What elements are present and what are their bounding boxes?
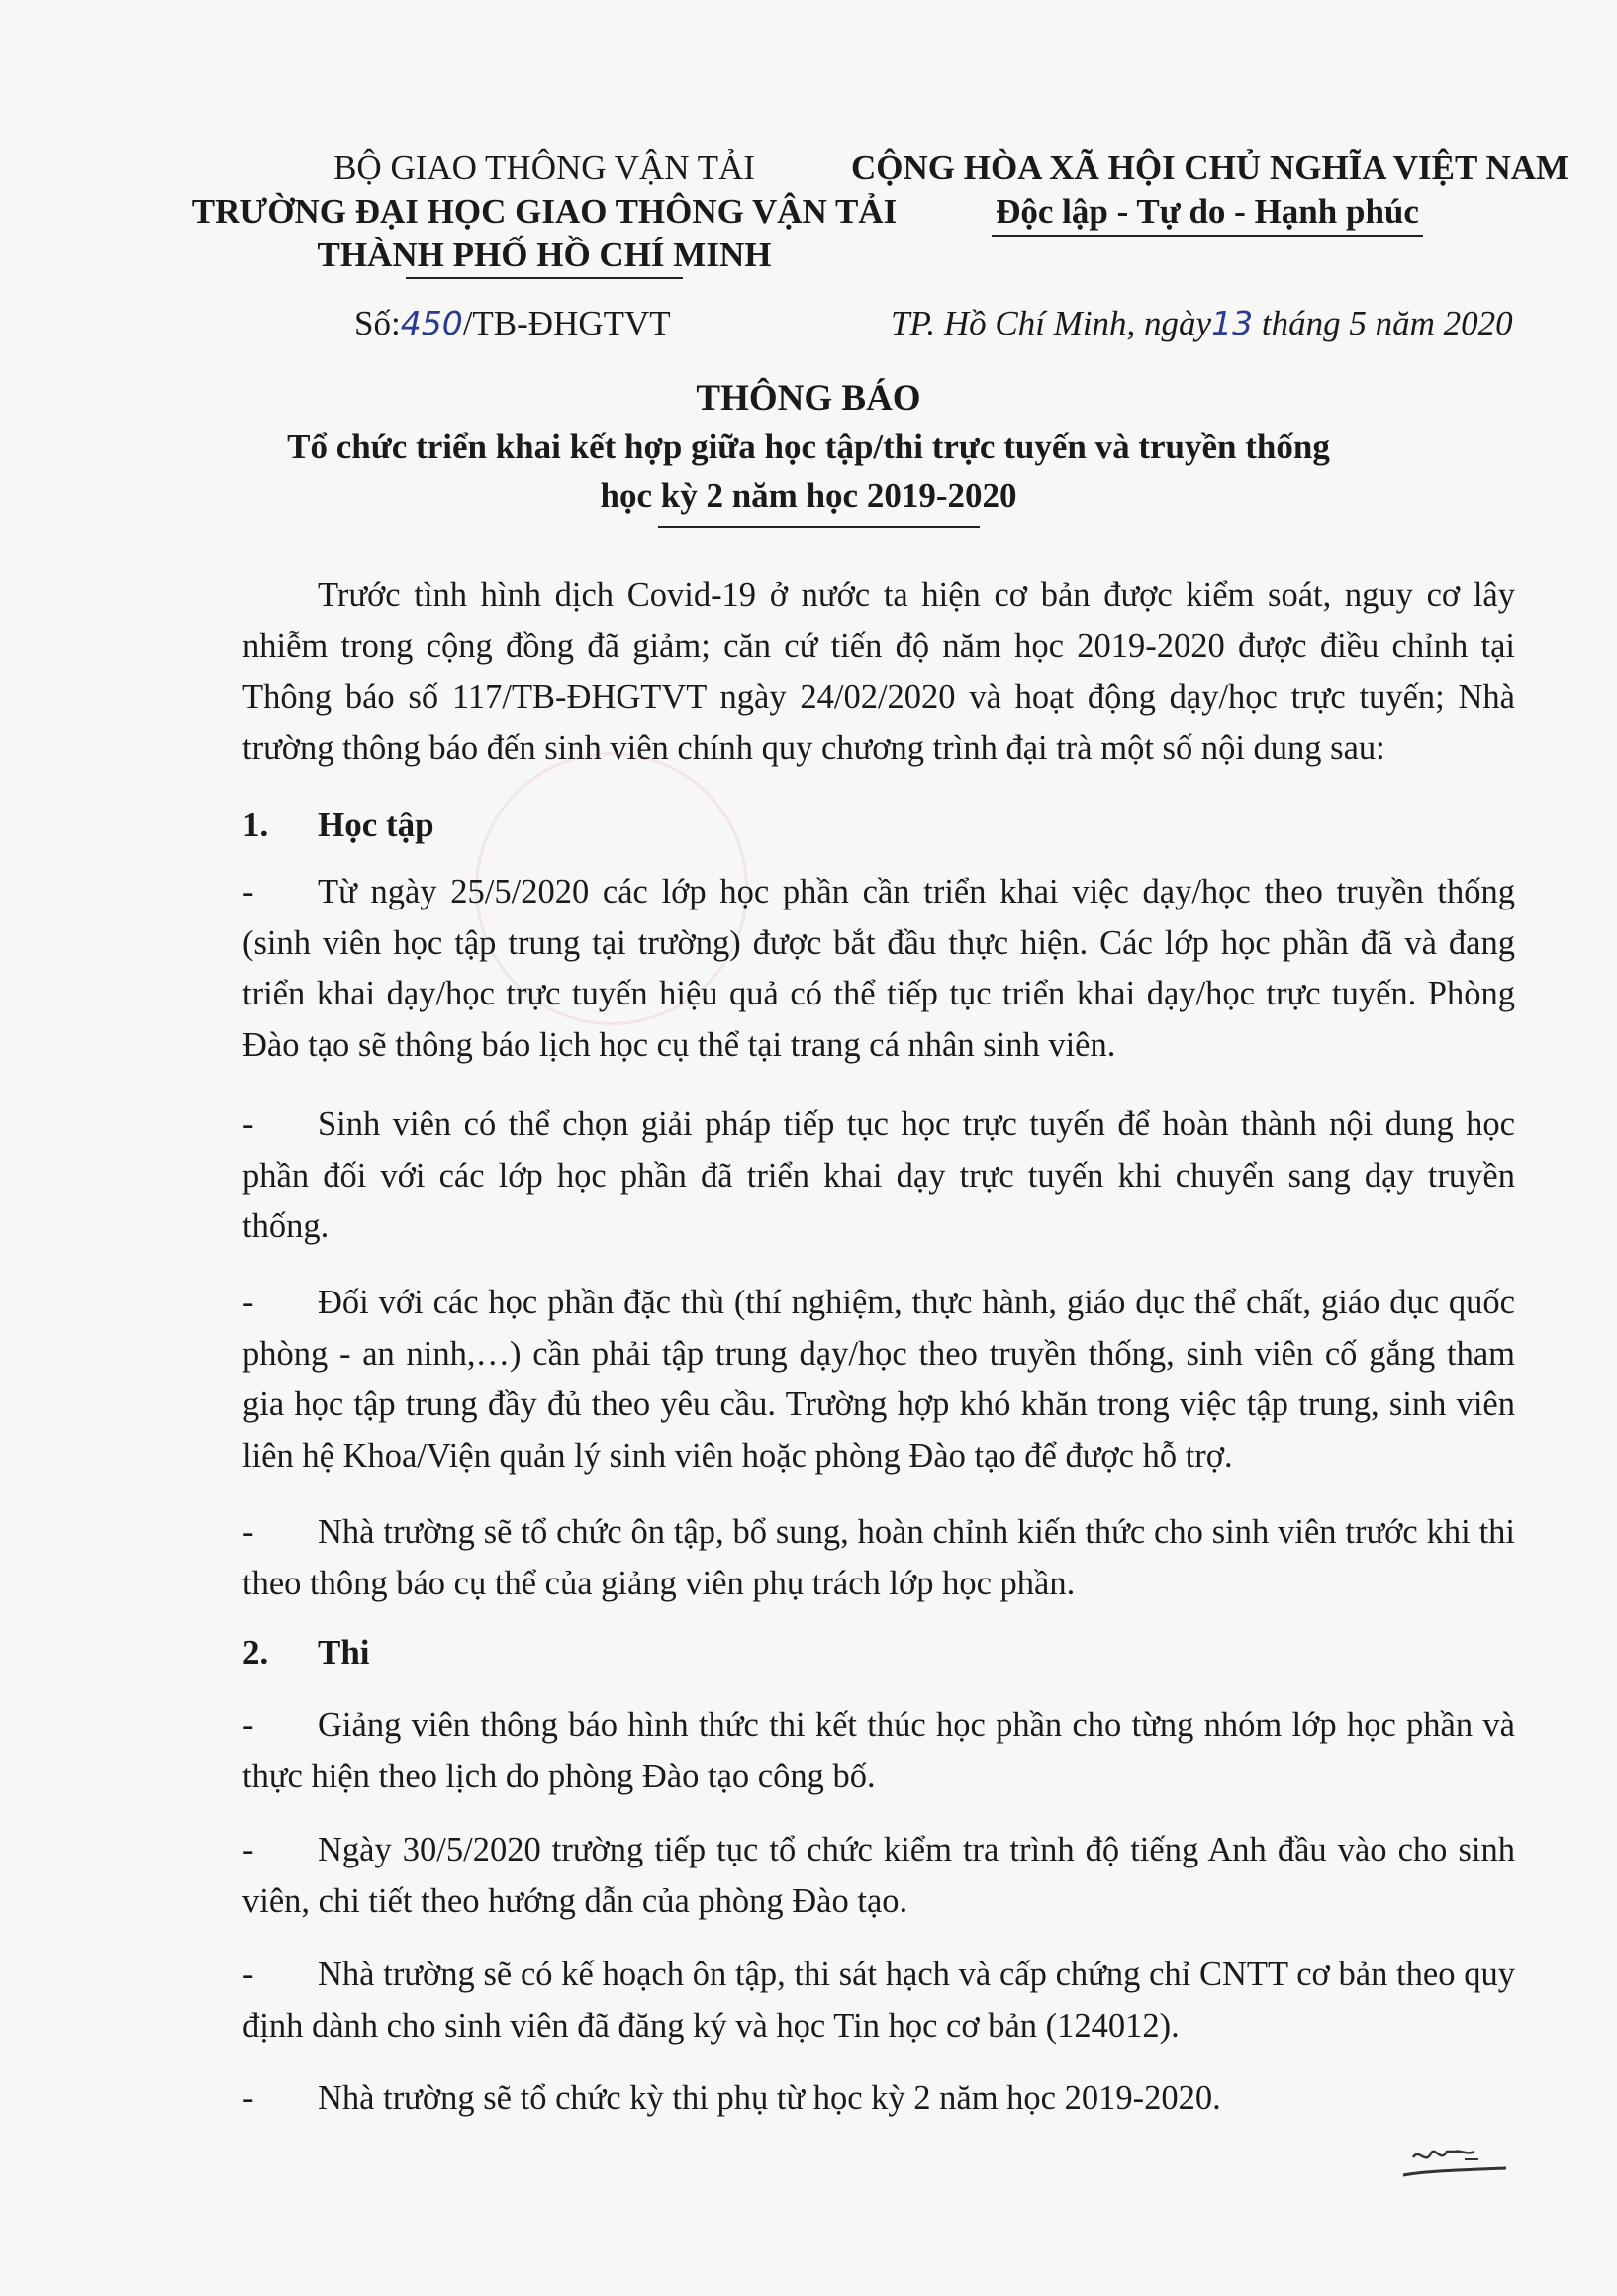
list-item: - Nhà trường sẽ tổ chức ôn tập, bổ sung, hoàn chỉnh kiến thức cho sinh viên trước khi thi theo thông báo cụ thể của giảng viên phụ trách lớp học phần. [242,1513,1515,1602]
issuer-underline [406,277,683,279]
list-item: - Sinh viên có thể chọn giải pháp tiếp tục học trực tuyến để hoàn thành nội dung học phần đối với các lớp học phần đã triển khai dạy trực tuyến khi chuyển sang dạy truyền thống. [242,1105,1515,1245]
title-underline [658,526,980,528]
list-item: - Đối với các học phần đặc thù (thí nghiệm, thực hành, giáo dục thể chất, giáo dục quốc phòng - an ninh,…) cần phải tập trung dạy/học theo truyền thống, sinh viên cố gắng tham gia học tập trung đầy đủ theo yêu cầu. Trường hợp khó khăn trong việc tập trung, sinh viên liên hệ Khoa/Viện quản lý sinh viên hoặc phòng Đào tạo để được hỗ trợ. [242,1284,1515,1475]
handwritten-number: 450 [400,304,463,342]
national-motto: Độc lập - Tự do - Hạnh phúc [996,192,1419,231]
national-block [851,146,1569,234]
document-subtitle-line1: Tổ chức triển khai kết hợp giữa học tập/thi trực tuyến và truyền thống [287,428,1330,466]
ministry-name: BỘ GIAO THÔNG VẬN TẢI [333,148,755,187]
issuer-block [168,146,920,277]
motto-underline [992,235,1423,237]
document-date: TP. Hồ Chí Minh, ngày13 tháng 5 năm 2020 [891,304,1513,342]
list-item: - Ngày 30/5/2020 trường tiếp tục tổ chức kiểm tra trình độ tiếng Anh đầu vào cho sinh viên, chi tiết theo hướng dẫn của phòng Đào tạo. [242,1831,1515,1920]
initials-signature-icon [1395,2138,1514,2187]
list-item: - Giảng viên thông báo hình thức thi kết thúc học phần cho từng nhóm lớp học phần và thực hiện theo lịch do phòng Đào tạo công bố. [242,1706,1515,1795]
section-heading-1: 1. Học tập [242,806,434,844]
country-name: CỘNG HÒA XÃ HỘI CHỦ NGHĨA VIỆT NAM [851,148,1569,187]
intro-paragraph: Trước tình hình dịch Covid-19 ở nước ta hiện cơ bản được kiểm soát, nguy cơ lây nhiễm trong cộng đồng đã giảm; căn cứ tiến độ năm học 2019-2020 được điều chỉnh tại Thông báo số 117/TB-ĐHGTVT ngày 24/02/2020 và hoạt động dạy/học trực tuyến; Nhà trường thông báo đến sinh viên chính quy chương trình đại trà một số nội dung sau: [242,576,1515,767]
list-item: - Nhà trường sẽ có kế hoạch ôn tập, thi sát hạch và cấp chứng chỉ CNTT cơ bản theo quy định dành cho sinh viên đã đăng ký và học Tin học cơ bản (124012). [242,1956,1515,2045]
list-item: - Nhà trường sẽ tổ chức kỳ thi phụ từ học kỳ 2 năm học 2019-2020. [242,2079,1221,2117]
section-heading-2: 2. Thi [242,1633,370,1672]
handwritten-day: 13 [1211,304,1254,342]
list-item: - Từ ngày 25/5/2020 các lớp học phần cần triển khai việc dạy/học theo truyền thống (sinh viên học tập trung tại trường) được bắt đầu thực hiện. Các lớp học phần đã và đang triển khai dạy/học trực tuyến hiệu quả có thể tiếp tục triển khai dạy/học trực tuyến. Phòng Đào tạo sẽ thông báo lịch học cụ thể tại trang cá nhân sinh viên. [242,873,1515,1064]
document-title: THÔNG BÁO [696,378,921,419]
document-number: Số:450/TB-ĐHGTVT [354,304,671,342]
university-name-line1: TRƯỜNG ĐẠI HỌC GIAO THÔNG VẬN TẢI [191,192,898,231]
document-subtitle-line2: học kỳ 2 năm học 2019-2020 [600,476,1017,515]
university-name-line2: THÀNH PHỐ HỒ CHÍ MINH [317,236,772,274]
